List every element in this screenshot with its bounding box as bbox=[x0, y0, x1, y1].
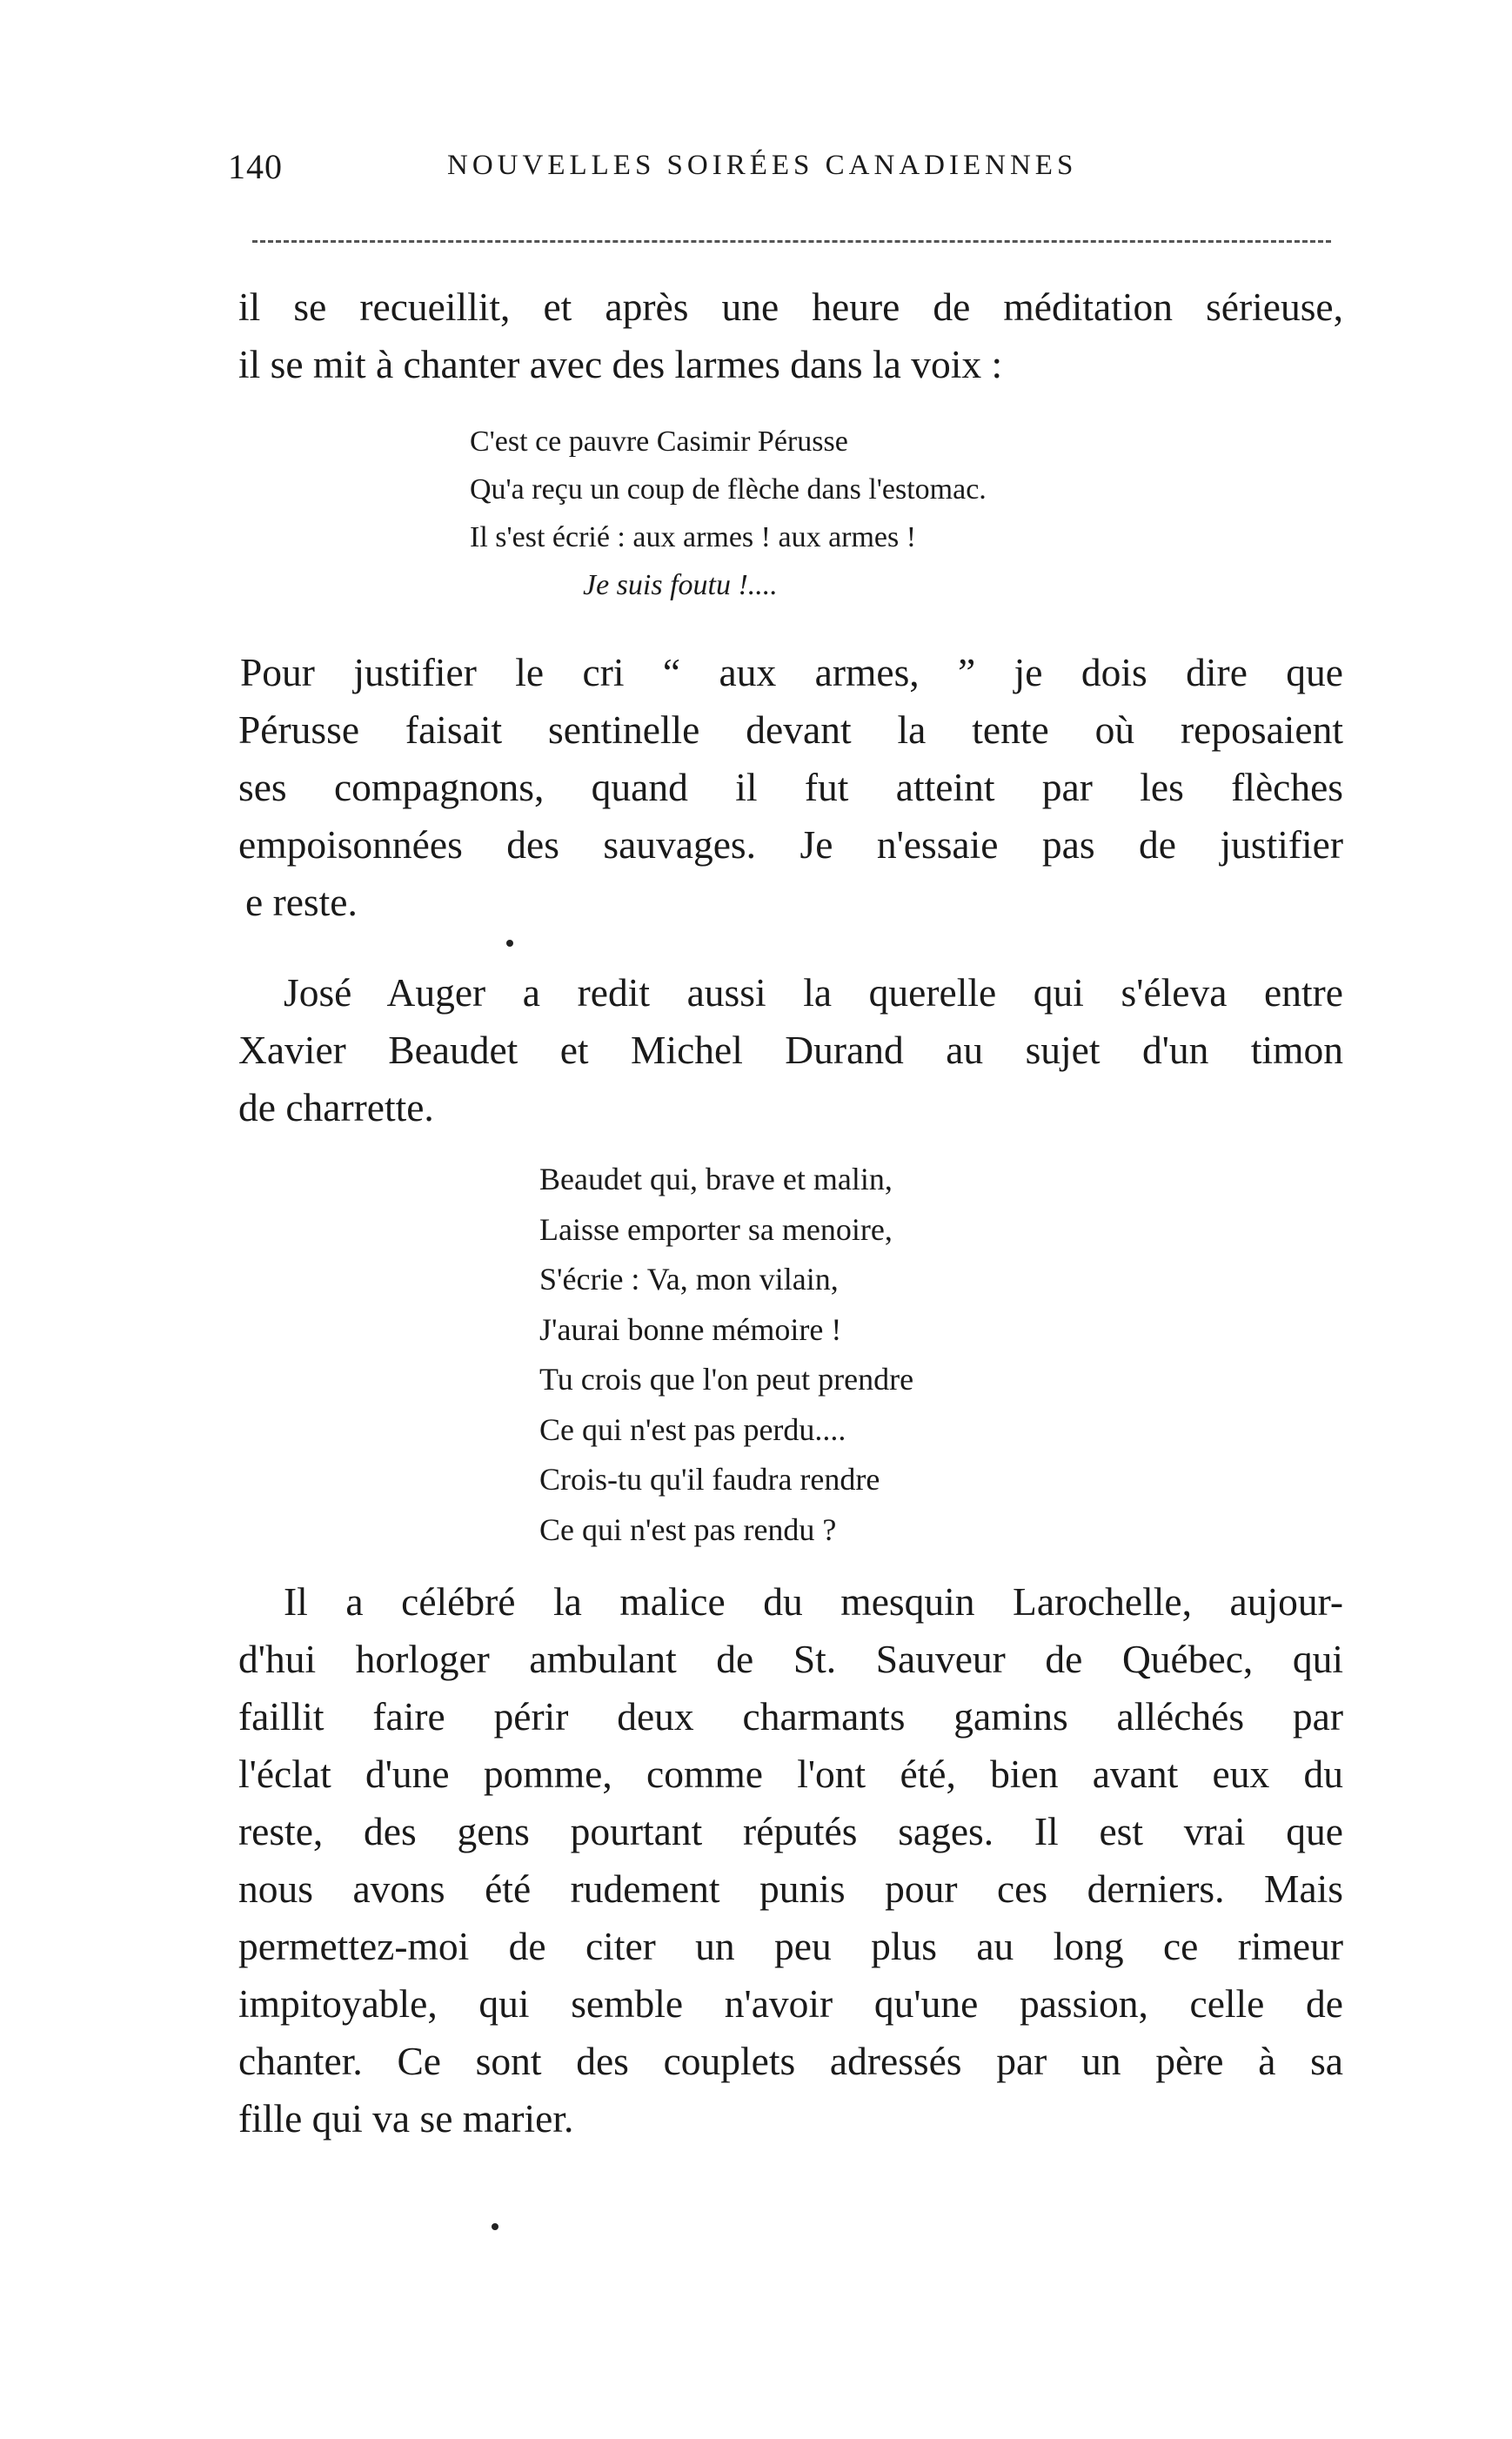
paragraph-line: chanter. Ce sont des couplets adressés par un père à sa bbox=[238, 2039, 1343, 2083]
paragraph-4 bbox=[238, 1573, 1343, 2148]
verse-line: C'est ce pauvre Casimir Pérusse bbox=[470, 425, 848, 458]
verse-line: Ce qui n'est pas perdu.... bbox=[539, 1411, 846, 1447]
paragraph-2 bbox=[238, 644, 1343, 931]
verse-line: Laisse emporter sa menoire, bbox=[539, 1211, 893, 1247]
paragraph-line: de charrette. bbox=[238, 1085, 434, 1129]
paragraph-line: nous avons été rudement punis pour ces derniers. Mais bbox=[238, 1866, 1343, 1911]
verse-line: Il s'est écrié : aux armes ! aux armes ! bbox=[470, 521, 917, 553]
paragraph-1 bbox=[238, 278, 1343, 393]
ink-speck bbox=[492, 2223, 498, 2230]
paragraph-line: ses compagnons, quand il fut atteint par les flèches bbox=[238, 765, 1343, 809]
paragraph-line: Pour justifier le cri “ aux armes, ” je dois dire que bbox=[240, 650, 1343, 694]
paragraph-line: reste, des gens pourtant réputés sages. Il est vrai que bbox=[238, 1809, 1343, 1853]
verse-line: Ce qui n'est pas rendu ? bbox=[539, 1511, 837, 1547]
paragraph-line: impitoyable, qui semble n'avoir qu'une passion, celle de bbox=[238, 1981, 1343, 2026]
verse-line: Crois-tu qu'il faudra rendre bbox=[539, 1462, 880, 1497]
paragraph-line: d'hui horloger ambulant de St. Sauveur de Québec, qui bbox=[238, 1637, 1343, 1681]
paragraph-line: empoisonnées des sauvages. Je n'essaie pas de justifier bbox=[238, 822, 1343, 867]
verse-line: Beaudet qui, brave et malin, bbox=[539, 1162, 893, 1196]
paragraph-line: Pérusse faisait sentinelle devant la tente où reposaient bbox=[238, 707, 1343, 752]
verse-line: Tu crois que l'on peut prendre bbox=[539, 1362, 914, 1397]
verse-block-2 bbox=[539, 1155, 913, 1555]
paragraph-line: il se mit à chanter avec des larmes dans la voix : bbox=[238, 342, 1003, 386]
paragraph-line: l'éclat d'une pomme, comme l'ont été, bien avant eux du bbox=[238, 1752, 1343, 1796]
verse-block-1 bbox=[470, 418, 987, 609]
verse-line: Je suis foutu !.... bbox=[583, 569, 778, 601]
page-number: 140 bbox=[228, 147, 283, 186]
page-header bbox=[228, 146, 1341, 198]
header-rule bbox=[252, 240, 1331, 243]
verse-line: J'aurai bonne mémoire ! bbox=[539, 1311, 842, 1347]
paragraph-line: faillit faire périr deux charmants gamins alléchés par bbox=[238, 1694, 1343, 1739]
ink-speck bbox=[506, 940, 513, 947]
paragraph-line: e reste. bbox=[245, 880, 358, 924]
verse-line: S'écrie : Va, mon vilain, bbox=[539, 1262, 839, 1297]
paragraph-line: il se recueillit, et après une heure de méditation sérieuse, bbox=[238, 285, 1343, 329]
paragraph-line: fille qui va se marier. bbox=[238, 2096, 574, 2141]
paragraph-3 bbox=[238, 964, 1343, 1136]
paragraph-line: Xavier Beaudet et Michel Durand au sujet d'un timon bbox=[238, 1028, 1343, 1072]
verse-line: Qu'a reçu un coup de flèche dans l'estomac. bbox=[470, 473, 987, 506]
running-head: NOUVELLES SOIRÉES CANADIENNES bbox=[447, 150, 1078, 181]
paragraph-line: permettez-moi de citer un peu plus au long ce rimeur bbox=[238, 1924, 1343, 1968]
paragraph-line: Il a célébré la malice du mesquin Larochelle, aujour- bbox=[284, 1579, 1343, 1624]
paragraph-line: José Auger a redit aussi la querelle qui s'éleva entre bbox=[284, 970, 1343, 1015]
